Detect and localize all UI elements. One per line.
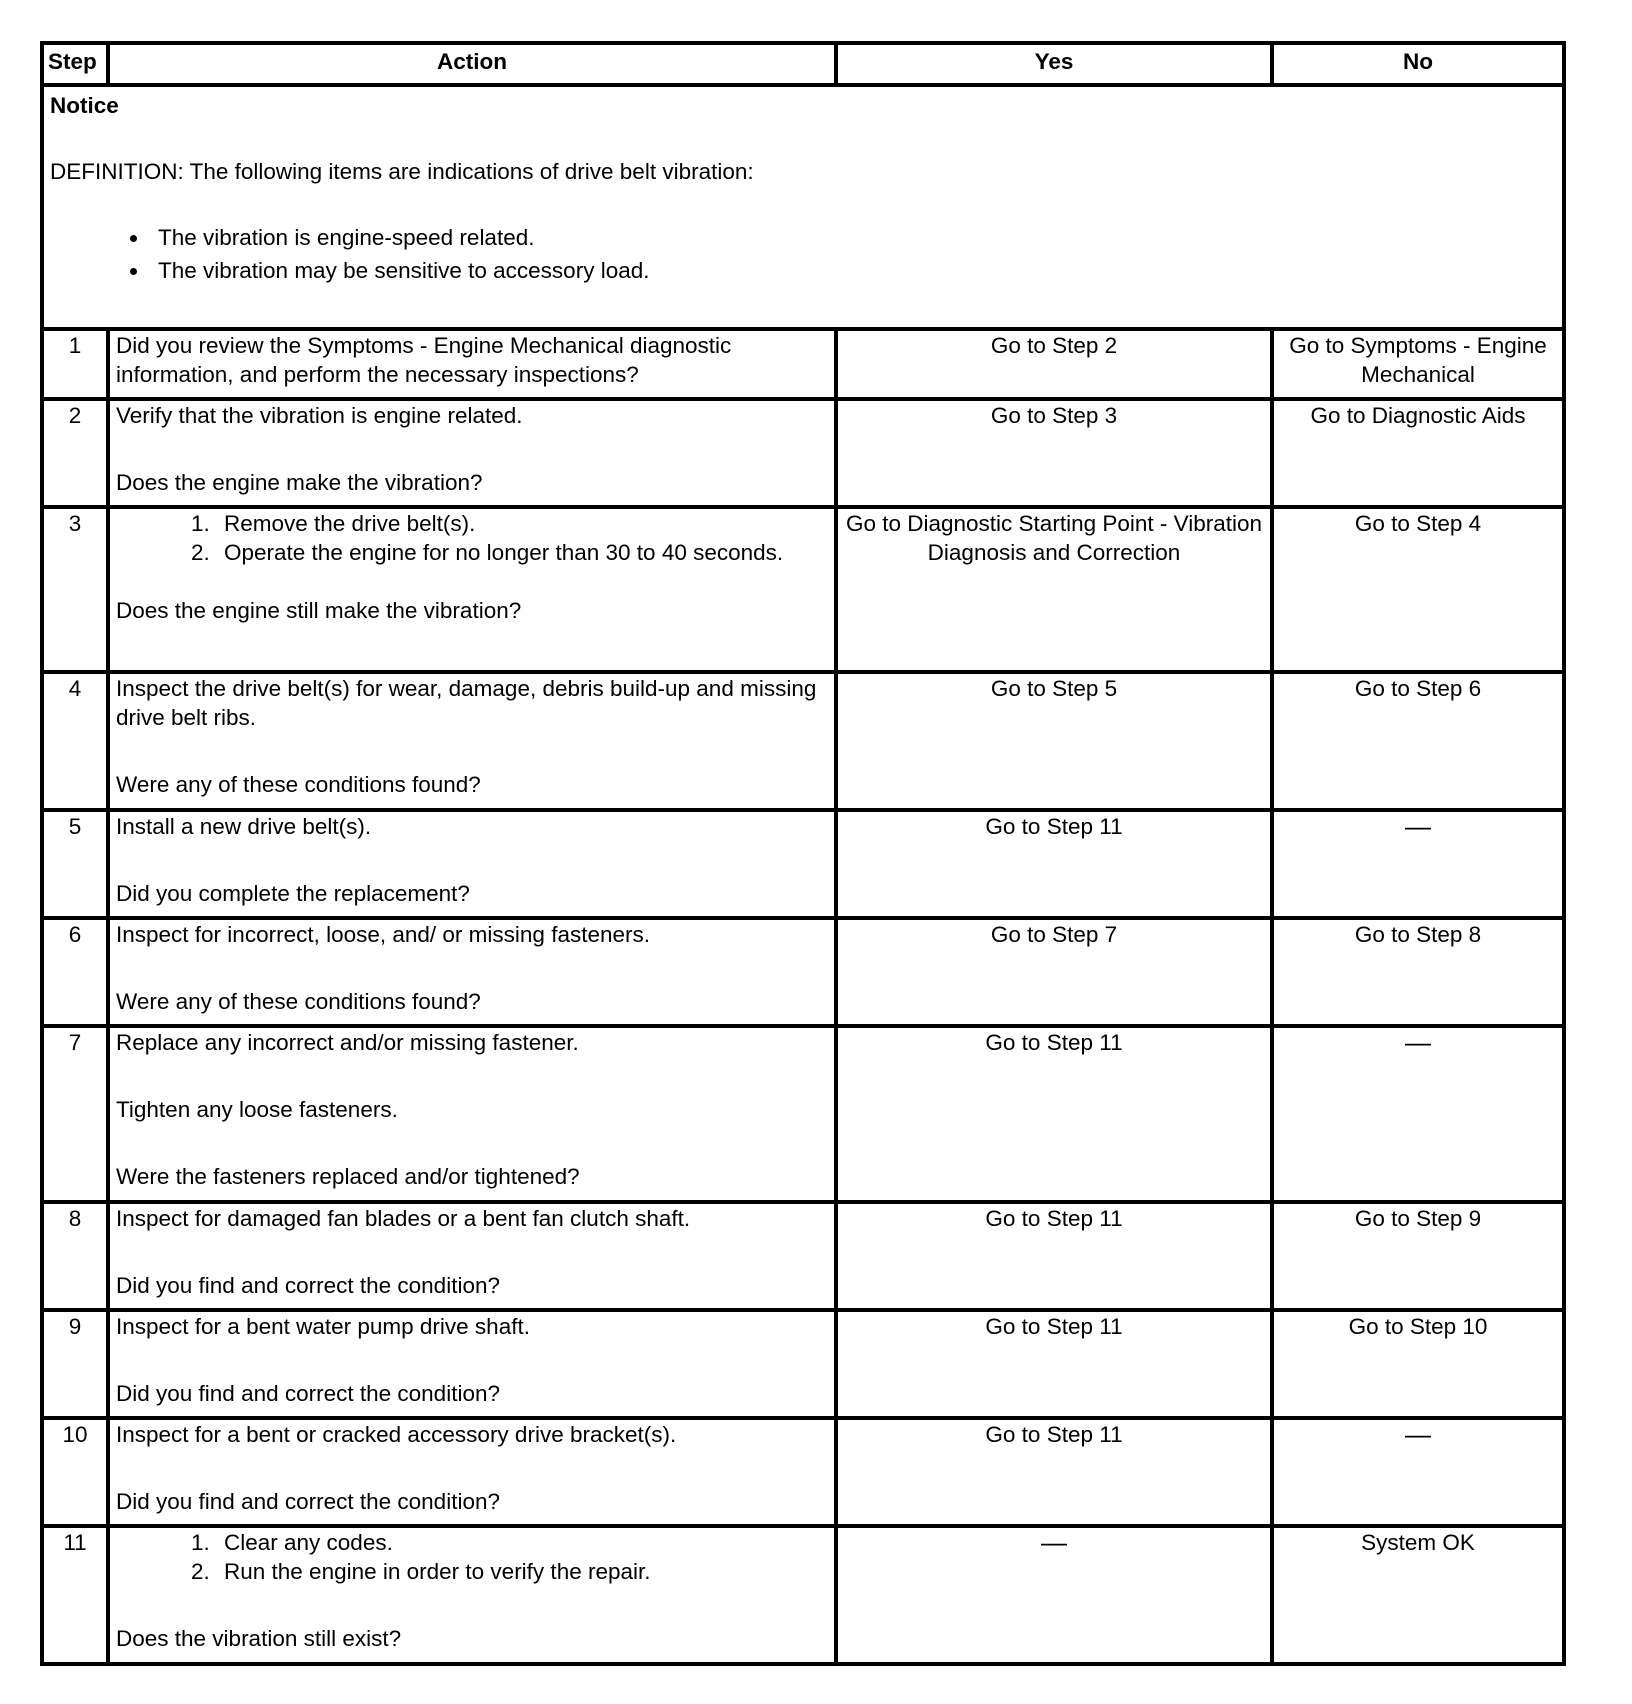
action-cell: [108, 1418, 836, 1526]
yes-cell: Go to Step 11: [836, 1310, 1272, 1418]
action-list-item: 1. Remove the drive belt(s).: [216, 509, 828, 538]
action-list-item: 2. Operate the engine for no longer than 30 to 40 seconds.: [216, 538, 828, 567]
yes-cell: Go to Step 11: [836, 1202, 1272, 1310]
yes-cell: Go to Step 11: [836, 1418, 1272, 1526]
action-list-item: 2. Run the engine in order to verify the repair.: [216, 1557, 828, 1586]
no-cell: —: [1272, 810, 1564, 918]
action-instruction: Install a new drive belt(s).: [116, 814, 372, 839]
no-cell: Go to Step 10: [1272, 1310, 1564, 1418]
yes-cell: Go to Step 3: [836, 399, 1272, 507]
action-cell: [108, 810, 836, 918]
step-row-6: [42, 918, 1564, 1026]
action-cell: Did you review the Symptoms - Engine Mechanical diagnostic information, and perform the necessary inspections?: [108, 329, 836, 399]
step-row-8: [42, 1202, 1564, 1310]
diagnostic-table: [40, 41, 1566, 1666]
no-cell: Go to Step 9: [1272, 1202, 1564, 1310]
no-cell: Go to Diagnostic Aids: [1272, 399, 1564, 507]
action-question: Did you find and correct the condition?: [116, 1273, 500, 1298]
yes-cell: Go to Step 5: [836, 672, 1272, 810]
step-row-9: [42, 1310, 1564, 1418]
step-row-7: [42, 1026, 1564, 1202]
action-instruction: Verify that the vibration is engine related.: [116, 403, 523, 428]
step-number: 7: [42, 1026, 108, 1202]
action-instruction-2: Tighten any loose fasteners.: [116, 1097, 398, 1122]
step-row-5: [42, 810, 1564, 918]
yes-cell: Go to Step 11: [836, 1026, 1272, 1202]
action-instruction: Inspect for incorrect, loose, and/ or missing fasteners.: [116, 922, 650, 947]
notice-row: [42, 85, 1564, 329]
step-row-2: [42, 399, 1564, 507]
step-row-3: [42, 507, 1564, 672]
yes-cell: Go to Step 7: [836, 918, 1272, 1026]
action-cell: [108, 399, 836, 507]
header-action: Action: [108, 43, 836, 85]
header-no: No: [1272, 43, 1564, 85]
action-cell: [108, 507, 836, 672]
notice-cell: [42, 85, 1564, 329]
action-instruction: Inspect for a bent water pump drive shaft.: [116, 1314, 530, 1339]
step-number: 1: [42, 329, 108, 399]
no-cell: System OK: [1272, 1526, 1564, 1664]
action-question: Did you find and correct the condition?: [116, 1489, 500, 1514]
yes-cell: Go to Diagnostic Starting Point - Vibration Diagnosis and Correction: [836, 507, 1272, 672]
step-number: 3: [42, 507, 108, 672]
header-row: [42, 43, 1564, 85]
yes-cell: Go to Step 2: [836, 329, 1272, 399]
action-cell: [108, 1310, 836, 1418]
action-list-item: 1. Clear any codes.: [216, 1528, 828, 1557]
notice-bullet: • The vibration may be sensitive to accessory load.: [150, 256, 1556, 285]
action-question: Did you complete the replacement?: [116, 881, 470, 906]
step-row-11: [42, 1526, 1564, 1664]
action-question: Were any of these conditions found?: [116, 989, 481, 1014]
no-cell: —: [1272, 1418, 1564, 1526]
action-instruction: Inspect the drive belt(s) for wear, damage, debris build-up and missing drive belt ribs.: [116, 676, 817, 730]
yes-cell: Go to Step 11: [836, 810, 1272, 918]
step-row-10: [42, 1418, 1564, 1526]
action-instruction: Inspect for a bent or cracked accessory drive bracket(s).: [116, 1422, 677, 1447]
header-step: Step: [42, 43, 108, 85]
action-question: Were any of these conditions found?: [116, 772, 481, 797]
step-number: 10: [42, 1418, 108, 1526]
action-cell: [108, 1026, 836, 1202]
no-cell: Go to Step 6: [1272, 672, 1564, 810]
step-number: 9: [42, 1310, 108, 1418]
action-question: Does the engine make the vibration?: [116, 470, 483, 495]
action-question: Does the engine still make the vibration?: [116, 598, 522, 623]
action-instruction: Replace any incorrect and/or missing fastener.: [116, 1030, 579, 1055]
no-cell: Go to Step 4: [1272, 507, 1564, 672]
step-number: 6: [42, 918, 108, 1026]
action-cell: [108, 1202, 836, 1310]
action-instruction: Inspect for damaged fan blades or a bent fan clutch shaft.: [116, 1206, 691, 1231]
action-list: [116, 1528, 828, 1586]
step-row-4: [42, 672, 1564, 810]
action-question: Did you find and correct the condition?: [116, 1381, 500, 1406]
notice-definition: DEFINITION: The following items are indications of drive belt vibration:: [50, 159, 754, 184]
action-list: [116, 509, 828, 567]
notice-bullet: • The vibration is engine-speed related.: [150, 223, 1556, 252]
action-question: Does the vibration still exist?: [116, 1626, 402, 1651]
header-yes: Yes: [836, 43, 1272, 85]
step-number: 4: [42, 672, 108, 810]
action-cell: [108, 672, 836, 810]
step-number: 11: [42, 1526, 108, 1664]
yes-cell: —: [836, 1526, 1272, 1664]
action-cell: [108, 1526, 836, 1664]
notice-title: Notice: [50, 93, 119, 118]
step-number: 8: [42, 1202, 108, 1310]
no-cell: Go to Step 8: [1272, 918, 1564, 1026]
no-cell: Go to Symptoms - Engine Mechanical: [1272, 329, 1564, 399]
action-cell: [108, 918, 836, 1026]
step-row-1: [42, 329, 1564, 399]
step-number: 5: [42, 810, 108, 918]
no-cell: —: [1272, 1026, 1564, 1202]
step-number: 2: [42, 399, 108, 507]
notice-bullets: [50, 223, 1556, 285]
action-question: Were the fasteners replaced and/or tightened?: [116, 1164, 580, 1189]
